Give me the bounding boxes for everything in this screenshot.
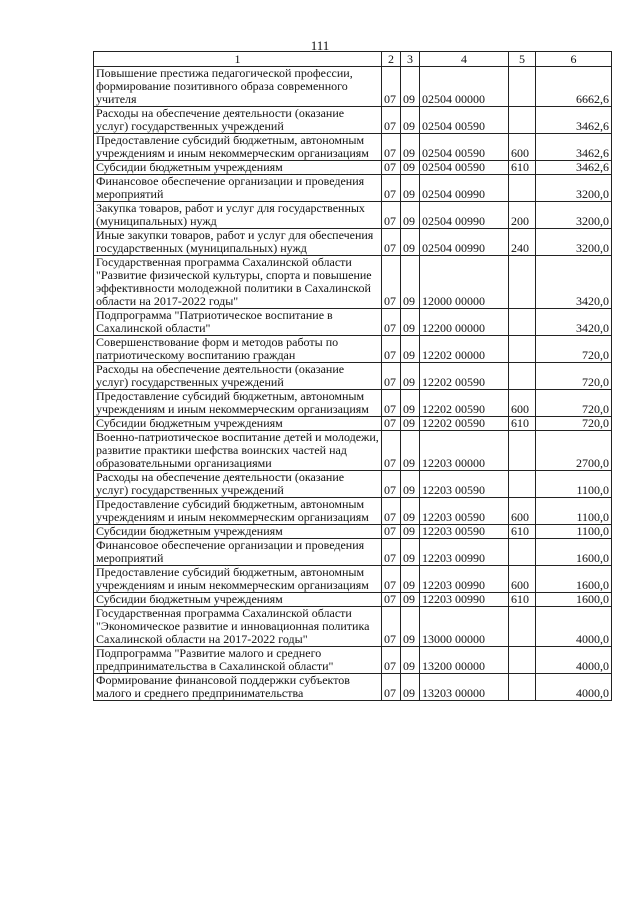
row-amount: 3200,0 <box>536 175 612 202</box>
row-target-article-code: 02504 00990 <box>420 202 509 229</box>
row-amount: 3420,0 <box>536 256 612 309</box>
table-row <box>94 336 612 363</box>
row-amount: 3462,6 <box>536 161 612 175</box>
row-target-article-code: 02504 00590 <box>420 161 509 175</box>
row-target-article-code: 12202 00590 <box>420 363 509 390</box>
table-row <box>94 593 612 607</box>
row-target-article-code: 12203 00990 <box>420 566 509 593</box>
row-name: Субсидии бюджетным учреждениям <box>94 161 382 175</box>
table-row <box>94 417 612 431</box>
header-col-3: 3 <box>401 52 420 67</box>
row-target-article-code: 12000 00000 <box>420 256 509 309</box>
row-amount: 3462,6 <box>536 134 612 161</box>
row-section-code: 07 <box>382 256 401 309</box>
header-col-5: 5 <box>509 52 536 67</box>
row-name: Субсидии бюджетным учреждениям <box>94 525 382 539</box>
row-expense-type-code: 610 <box>509 417 536 431</box>
row-name: Совершенствование форм и методов работы по патриотическому воспитанию граждан <box>94 336 382 363</box>
row-section-code: 07 <box>382 593 401 607</box>
row-subsection-code: 09 <box>401 525 420 539</box>
row-subsection-code: 09 <box>401 566 420 593</box>
table-row <box>94 674 612 701</box>
row-subsection-code: 09 <box>401 309 420 336</box>
row-name: Предоставление субсидий бюджетным, автономным учреждениям и иным некоммерческим организациям <box>94 134 382 161</box>
row-target-article-code: 12203 00590 <box>420 525 509 539</box>
row-name: Расходы на обеспечение деятельности (оказание услуг) государственных учреждений <box>94 107 382 134</box>
row-subsection-code: 09 <box>401 539 420 566</box>
row-expense-type-code: 600 <box>509 566 536 593</box>
row-expense-type-code <box>509 175 536 202</box>
row-amount: 6662,6 <box>536 67 612 107</box>
row-name: Предоставление субсидий бюджетным, автономным учреждениям и иным некоммерческим организациям <box>94 498 382 525</box>
row-section-code: 07 <box>382 417 401 431</box>
row-subsection-code: 09 <box>401 363 420 390</box>
table-row <box>94 256 612 309</box>
table-row <box>94 607 612 647</box>
row-subsection-code: 09 <box>401 390 420 417</box>
row-amount: 3462,6 <box>536 107 612 134</box>
table-row <box>94 390 612 417</box>
row-target-article-code: 13203 00000 <box>420 674 509 701</box>
table-row <box>94 67 612 107</box>
row-target-article-code: 12203 00990 <box>420 593 509 607</box>
row-section-code: 07 <box>382 309 401 336</box>
row-name: Закупка товаров, работ и услуг для государственных (муниципальных) нужд <box>94 202 382 229</box>
row-expense-type-code <box>509 539 536 566</box>
row-section-code: 07 <box>382 390 401 417</box>
row-section-code: 07 <box>382 539 401 566</box>
row-subsection-code: 09 <box>401 674 420 701</box>
table-row <box>94 431 612 471</box>
row-subsection-code: 09 <box>401 67 420 107</box>
row-expense-type-code: 600 <box>509 134 536 161</box>
table-row <box>94 525 612 539</box>
row-subsection-code: 09 <box>401 175 420 202</box>
row-name: Военно-патриотическое воспитание детей и молодежи, развитие практики шефства воинских частей над образовательными организациями <box>94 431 382 471</box>
row-name: Подпрограмма "Патриотическое воспитание в Сахалинской области" <box>94 309 382 336</box>
row-section-code: 07 <box>382 566 401 593</box>
table-row <box>94 647 612 674</box>
row-target-article-code: 02504 00590 <box>420 134 509 161</box>
row-name: Расходы на обеспечение деятельности (оказание услуг) государственных учреждений <box>94 363 382 390</box>
row-target-article-code: 12203 00590 <box>420 471 509 498</box>
row-subsection-code: 09 <box>401 202 420 229</box>
row-subsection-code: 09 <box>401 498 420 525</box>
row-section-code: 07 <box>382 67 401 107</box>
row-section-code: 07 <box>382 607 401 647</box>
header-col-6: 6 <box>536 52 612 67</box>
row-section-code: 07 <box>382 525 401 539</box>
table-row <box>94 498 612 525</box>
table-row <box>94 566 612 593</box>
row-name: Субсидии бюджетным учреждениям <box>94 593 382 607</box>
row-amount: 3200,0 <box>536 229 612 256</box>
row-section-code: 07 <box>382 134 401 161</box>
row-section-code: 07 <box>382 107 401 134</box>
row-amount: 1600,0 <box>536 593 612 607</box>
row-amount: 1100,0 <box>536 498 612 525</box>
row-subsection-code: 09 <box>401 647 420 674</box>
row-section-code: 07 <box>382 431 401 471</box>
table-row <box>94 471 612 498</box>
row-expense-type-code <box>509 309 536 336</box>
row-expense-type-code <box>509 431 536 471</box>
row-expense-type-code: 200 <box>509 202 536 229</box>
row-section-code: 07 <box>382 336 401 363</box>
row-expense-type-code <box>509 336 536 363</box>
row-amount: 4000,0 <box>536 674 612 701</box>
row-name: Финансовое обеспечение организации и проведения мероприятий <box>94 539 382 566</box>
row-target-article-code: 02504 00990 <box>420 229 509 256</box>
row-amount: 4000,0 <box>536 607 612 647</box>
table-body <box>94 67 612 701</box>
row-expense-type-code <box>509 107 536 134</box>
row-amount: 3200,0 <box>536 202 612 229</box>
row-section-code: 07 <box>382 175 401 202</box>
row-subsection-code: 09 <box>401 471 420 498</box>
header-col-4: 4 <box>420 52 509 67</box>
row-expense-type-code: 610 <box>509 593 536 607</box>
row-name: Финансовое обеспечение организации и проведения мероприятий <box>94 175 382 202</box>
row-subsection-code: 09 <box>401 161 420 175</box>
row-amount: 1100,0 <box>536 525 612 539</box>
row-name: Предоставление субсидий бюджетным, автономным учреждениям и иным некоммерческим организациям <box>94 390 382 417</box>
row-expense-type-code: 610 <box>509 525 536 539</box>
table-header-row <box>94 52 612 67</box>
row-expense-type-code: 240 <box>509 229 536 256</box>
row-name: Предоставление субсидий бюджетным, автономным учреждениям и иным некоммерческим организациям <box>94 566 382 593</box>
row-subsection-code: 09 <box>401 417 420 431</box>
table-row <box>94 539 612 566</box>
row-amount: 720,0 <box>536 336 612 363</box>
table-row <box>94 161 612 175</box>
row-expense-type-code <box>509 674 536 701</box>
row-expense-type-code <box>509 607 536 647</box>
row-expense-type-code: 610 <box>509 161 536 175</box>
row-amount: 1100,0 <box>536 471 612 498</box>
row-section-code: 07 <box>382 161 401 175</box>
header-col-1: 1 <box>94 52 382 67</box>
row-name: Государственная программа Сахалинской области "Развитие физической культуры, спорта и повышение эффективности молодежной политики в Сахалинской области на 2017-2022 годы" <box>94 256 382 309</box>
row-expense-type-code <box>509 67 536 107</box>
header-col-2: 2 <box>382 52 401 67</box>
row-expense-type-code <box>509 647 536 674</box>
row-section-code: 07 <box>382 229 401 256</box>
row-name: Иные закупки товаров, работ и услуг для обеспечения государственных (муниципальных) нужд <box>94 229 382 256</box>
row-amount: 1600,0 <box>536 566 612 593</box>
row-subsection-code: 09 <box>401 336 420 363</box>
row-target-article-code: 02504 00990 <box>420 175 509 202</box>
table-row <box>94 229 612 256</box>
row-name: Государственная программа Сахалинской области "Экономическое развитие и инновационная политика Сахалинской области на 2017-2022 годы" <box>94 607 382 647</box>
row-name: Субсидии бюджетным учреждениям <box>94 417 382 431</box>
row-expense-type-code <box>509 471 536 498</box>
table-row <box>94 134 612 161</box>
row-subsection-code: 09 <box>401 134 420 161</box>
row-target-article-code: 13000 00000 <box>420 607 509 647</box>
row-name: Формирование финансовой поддержки субъектов малого и среднего предпринимательства <box>94 674 382 701</box>
row-amount: 720,0 <box>536 390 612 417</box>
row-name: Повышение престижа педагогической профессии, формирование позитивного образа современного учителя <box>94 67 382 107</box>
row-target-article-code: 12202 00590 <box>420 390 509 417</box>
row-subsection-code: 09 <box>401 107 420 134</box>
row-expense-type-code: 600 <box>509 390 536 417</box>
row-expense-type-code <box>509 256 536 309</box>
row-subsection-code: 09 <box>401 431 420 471</box>
row-amount: 1600,0 <box>536 539 612 566</box>
row-subsection-code: 09 <box>401 607 420 647</box>
row-amount: 3420,0 <box>536 309 612 336</box>
row-target-article-code: 02504 00000 <box>420 67 509 107</box>
table-row <box>94 202 612 229</box>
row-target-article-code: 12203 00000 <box>420 431 509 471</box>
row-target-article-code: 12202 00590 <box>420 417 509 431</box>
row-section-code: 07 <box>382 471 401 498</box>
row-target-article-code: 12200 00000 <box>420 309 509 336</box>
page-number: 111 <box>310 38 330 53</box>
row-target-article-code: 12203 00590 <box>420 498 509 525</box>
row-expense-type-code: 600 <box>509 498 536 525</box>
row-section-code: 07 <box>382 202 401 229</box>
row-expense-type-code <box>509 363 536 390</box>
row-amount: 4000,0 <box>536 647 612 674</box>
row-target-article-code: 12203 00990 <box>420 539 509 566</box>
row-amount: 720,0 <box>536 417 612 431</box>
row-name: Подпрограмма "Развитие малого и среднего предпринимательства в Сахалинской области" <box>94 647 382 674</box>
row-name: Расходы на обеспечение деятельности (оказание услуг) государственных учреждений <box>94 471 382 498</box>
row-section-code: 07 <box>382 498 401 525</box>
row-target-article-code: 13200 00000 <box>420 647 509 674</box>
row-target-article-code: 12202 00000 <box>420 336 509 363</box>
row-amount: 720,0 <box>536 363 612 390</box>
table-row <box>94 107 612 134</box>
row-subsection-code: 09 <box>401 593 420 607</box>
table-row <box>94 363 612 390</box>
row-section-code: 07 <box>382 647 401 674</box>
row-section-code: 07 <box>382 363 401 390</box>
budget-table <box>93 51 612 701</box>
table-row <box>94 175 612 202</box>
row-amount: 2700,0 <box>536 431 612 471</box>
table-row <box>94 309 612 336</box>
row-section-code: 07 <box>382 674 401 701</box>
row-subsection-code: 09 <box>401 229 420 256</box>
row-subsection-code: 09 <box>401 256 420 309</box>
row-target-article-code: 02504 00590 <box>420 107 509 134</box>
